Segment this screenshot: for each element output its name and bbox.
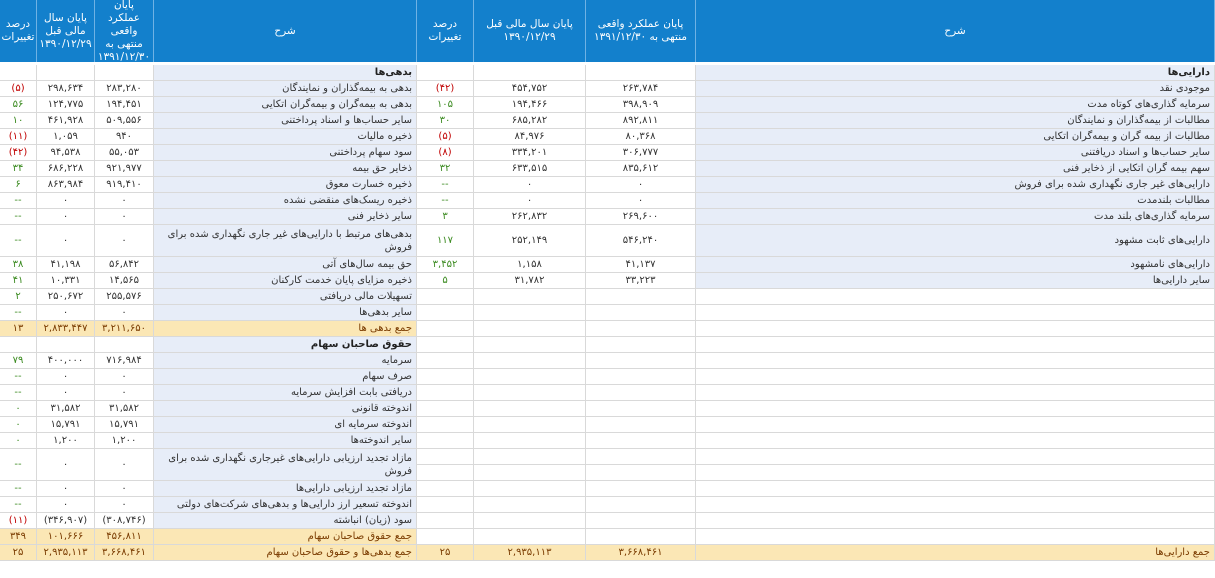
asset-row-change-pct: ۱۰۵	[417, 97, 474, 113]
empty-cell	[417, 513, 474, 529]
liab-row-current: ۹۱۹,۴۱۰	[95, 177, 154, 193]
asset-row-label: سرمایه گذاری‌های بلند مدت	[696, 209, 1215, 225]
liab-row-current: ۰	[95, 497, 154, 513]
asset-row-change-pct	[417, 65, 474, 81]
empty-cell	[417, 433, 474, 449]
asset-row-change-pct: ۱۱۷	[417, 225, 474, 257]
liab-row-previous: ۰	[37, 449, 95, 481]
right-pct-header: درصد تغییرات	[417, 0, 474, 62]
asset-row-label: سرمایه گذاری‌های کوتاه مدت	[696, 97, 1215, 113]
liab-row-previous: ۴۱,۱۹۸	[37, 257, 95, 273]
liab-row-label: حق بیمه سال‌های آتی	[154, 257, 417, 273]
empty-cell	[586, 481, 696, 497]
asset-row-label: سایر دارایی‌ها	[696, 273, 1215, 289]
liab-row-label: بدهی‌های مرتبط با دارایی‌های غیر جاری نگهداری شده برای فروش	[154, 225, 417, 257]
empty-cell	[696, 353, 1215, 369]
asset-row-current: ۴۱,۱۳۷	[586, 257, 696, 273]
asset-row-change-pct: (۴۲)	[417, 81, 474, 97]
empty-cell	[696, 481, 1215, 497]
empty-cell	[586, 369, 696, 385]
left-desc-header: شرح	[154, 0, 417, 62]
liab-row-current: ۰	[95, 209, 154, 225]
asset-row-label: مطالبات از بیمه گران و بیمه‌گران اتکایی	[696, 129, 1215, 145]
asset-row-current: ۲۶۳,۷۸۴	[586, 81, 696, 97]
empty-cell	[586, 289, 696, 305]
liab-row-current: ۵۰۹,۵۵۶	[95, 113, 154, 129]
asset-row-change-pct: (۵)	[417, 129, 474, 145]
asset-row-previous	[474, 65, 586, 81]
assets-total-row-current: ۳,۶۶۸,۴۶۱	[586, 545, 696, 561]
liab-row-previous: (۳۴۶,۹۰۷)	[37, 513, 95, 529]
empty-cell	[417, 449, 474, 465]
right-desc-header: شرح	[696, 0, 1215, 62]
empty-cell	[586, 305, 696, 321]
liab-row-label: مازاد تجدید ارزیابی دارایی‌های غیرجاری نگهداری شده برای فروش	[154, 449, 417, 481]
liab-row-change-pct: ۰	[0, 401, 37, 417]
asset-row-label: سهم بیمه گران اتکایی از ذخایر فنی	[696, 161, 1215, 177]
liab-row-label: ذخیره ریسک‌های منقضی نشده	[154, 193, 417, 209]
assets-total-row-label: جمع دارایی‌ها	[696, 545, 1215, 561]
liab-row-label: ذخیره مزایای پایان خدمت کارکنان	[154, 273, 417, 289]
liab-row-label: اندوخته سرمایه ای	[154, 417, 417, 433]
liab-row-current: ۰	[95, 369, 154, 385]
liab-row-change-pct: ۳۴۹	[0, 529, 37, 545]
asset-row-previous: ۱۹۴,۴۶۶	[474, 97, 586, 113]
empty-cell	[417, 385, 474, 401]
liab-row-previous: ۱۰,۳۳۱	[37, 273, 95, 289]
liab-row-previous	[37, 65, 95, 81]
empty-cell	[696, 369, 1215, 385]
asset-row-label: دارایی‌ها	[696, 65, 1215, 81]
assets-total-row-previous: ۲,۹۳۵,۱۱۳	[474, 545, 586, 561]
liab-row-change-pct: ۶	[0, 177, 37, 193]
liab-row-change-pct: --	[0, 209, 37, 225]
liab-row-previous: ۰	[37, 209, 95, 225]
asset-row-previous: ۲۵۲,۱۴۹	[474, 225, 586, 257]
liab-row-label: سود (زیان) انباشته	[154, 513, 417, 529]
empty-cell	[417, 369, 474, 385]
empty-cell	[417, 289, 474, 305]
asset-row-previous: ۰	[474, 177, 586, 193]
liab-row-current: ۱۴,۵۶۵	[95, 273, 154, 289]
assets-total-row-change-pct: ۲۵	[417, 545, 474, 561]
empty-cell	[417, 529, 474, 545]
liab-row-change-pct: (۱۱)	[0, 513, 37, 529]
liab-row-current: ۲۸۳,۲۸۰	[95, 81, 154, 97]
liab-row-current: ۰	[95, 225, 154, 257]
liab-row-change-pct: ۳۸	[0, 257, 37, 273]
liab-row-previous	[37, 337, 95, 353]
asset-row-label: موجودی نقد	[696, 81, 1215, 97]
asset-row-previous: ۶۸۵,۲۸۲	[474, 113, 586, 129]
grand-total-row-previous: ۲,۹۳۵,۱۱۳	[37, 545, 95, 561]
asset-row-previous: ۳۳۴,۲۰۱	[474, 145, 586, 161]
liab-row-change-pct: ۳۴	[0, 161, 37, 177]
asset-row-previous: ۰	[474, 193, 586, 209]
liab-row-previous: ۰	[37, 385, 95, 401]
liab-row-label: ذخایر حق بیمه	[154, 161, 417, 177]
liab-row-previous: ۸۶۳,۹۸۴	[37, 177, 95, 193]
asset-row-label: سایر حساب‌ها و اسناد دریافتنی	[696, 145, 1215, 161]
empty-cell	[696, 321, 1215, 337]
liab-row-previous: ۰	[37, 481, 95, 497]
liab-row-label: بدهی به بیمه‌گذاران و نمایندگان	[154, 81, 417, 97]
asset-row-current	[586, 65, 696, 81]
liab-row-previous: ۰	[37, 193, 95, 209]
empty-cell	[586, 385, 696, 401]
empty-cell	[417, 337, 474, 353]
liab-row-change-pct: --	[0, 305, 37, 321]
liab-row-current: ۹۴۰	[95, 129, 154, 145]
liab-row-change-pct: ۱۰	[0, 113, 37, 129]
liab-row-current: ۳,۲۱۱,۶۵۰	[95, 321, 154, 337]
empty-cell	[474, 321, 586, 337]
liab-row-current: ۰	[95, 385, 154, 401]
liab-row-current: ۲۵۵,۵۷۶	[95, 289, 154, 305]
empty-cell	[696, 289, 1215, 305]
empty-cell	[474, 433, 586, 449]
liab-row-change-pct: (۱۱)	[0, 129, 37, 145]
liab-row-label: اندوخته قانونی	[154, 401, 417, 417]
liab-row-label: اندوخته تسعیر ارز دارایی‌ها و بدهی‌های شرکت‌های دولتی	[154, 497, 417, 513]
liab-row-current: ۴۵۶,۸۱۱	[95, 529, 154, 545]
liab-row-change-pct: (۴۲)	[0, 145, 37, 161]
asset-row-change-pct: (۸)	[417, 145, 474, 161]
asset-row-change-pct: --	[417, 177, 474, 193]
empty-cell	[586, 337, 696, 353]
liab-row-label: بدهی‌ها	[154, 65, 417, 81]
asset-row-label: دارایی‌های ثابت مشهود	[696, 225, 1215, 257]
asset-row-current: ۳۳,۲۲۳	[586, 273, 696, 289]
empty-cell	[586, 433, 696, 449]
liab-row-change-pct: ۰	[0, 433, 37, 449]
empty-cell	[696, 449, 1215, 465]
liab-row-label: تسهیلات مالی دریافتی	[154, 289, 417, 305]
liab-row-previous: ۰	[37, 225, 95, 257]
liab-row-change-pct: --	[0, 497, 37, 513]
liab-row-change-pct: ۷۹	[0, 353, 37, 369]
asset-row-label: مطالبات بلندمدت	[696, 193, 1215, 209]
liab-row-current: ۰	[95, 193, 154, 209]
asset-row-current: ۸۳۵,۶۱۲	[586, 161, 696, 177]
grand-total-row-change-pct: ۲۵	[0, 545, 37, 561]
empty-cell	[474, 289, 586, 305]
liab-row-previous: ۲۵۰,۶۷۲	[37, 289, 95, 305]
empty-cell	[696, 401, 1215, 417]
empty-cell	[696, 417, 1215, 433]
liab-row-change-pct	[0, 65, 37, 81]
asset-row-change-pct: ۳۰	[417, 113, 474, 129]
liab-row-previous: ۱۲۴,۷۷۵	[37, 97, 95, 113]
empty-cell	[696, 529, 1215, 545]
empty-cell	[586, 513, 696, 529]
empty-cell	[474, 449, 586, 465]
liab-row-change-pct: --	[0, 449, 37, 481]
empty-cell	[586, 497, 696, 513]
liab-row-label: جمع حقوق صاحبان سهام	[154, 529, 417, 545]
empty-cell	[474, 417, 586, 433]
liab-row-current: (۳۰۸,۷۴۶)	[95, 513, 154, 529]
asset-row-current: ۳۰۶,۷۷۷	[586, 145, 696, 161]
liab-row-current: ۱۹۴,۴۵۱	[95, 97, 154, 113]
asset-row-previous: ۴۵۴,۷۵۲	[474, 81, 586, 97]
liab-row-change-pct: --	[0, 225, 37, 257]
liab-row-label: ذخیره مالیات	[154, 129, 417, 145]
liab-row-previous: ۰	[37, 497, 95, 513]
asset-row-label: مطالبات از بیمه‌گذاران و نمایندگان	[696, 113, 1215, 129]
empty-cell	[474, 513, 586, 529]
asset-row-change-pct: ۳	[417, 209, 474, 225]
liab-row-current	[95, 65, 154, 81]
liab-row-change-pct: ۰	[0, 417, 37, 433]
empty-cell	[474, 353, 586, 369]
empty-cell	[417, 305, 474, 321]
liab-row-label: سایر حساب‌ها و اسناد پرداختنی	[154, 113, 417, 129]
empty-cell	[586, 417, 696, 433]
liab-row-label: سود سهام پرداختنی	[154, 145, 417, 161]
liab-row-current: ۵۵,۰۵۳	[95, 145, 154, 161]
asset-row-previous: ۱,۱۵۸	[474, 257, 586, 273]
liab-row-current: ۰	[95, 481, 154, 497]
liab-row-label: سرمایه	[154, 353, 417, 369]
liab-row-previous: ۱,۲۰۰	[37, 433, 95, 449]
liab-row-change-pct: ۲	[0, 289, 37, 305]
empty-cell	[474, 337, 586, 353]
liab-row-label: حقوق صاحبان سهام	[154, 337, 417, 353]
left-cur-header: پایان عملکرد واقعی منتهی به ۱۳۹۱/۱۲/۳۰	[95, 0, 154, 62]
liab-row-label: سایر بدهی‌ها	[154, 305, 417, 321]
liab-row-change-pct: ۴۱	[0, 273, 37, 289]
liab-row-current: ۷۱۶,۹۸۴	[95, 353, 154, 369]
liab-row-current: ۵۶,۸۴۲	[95, 257, 154, 273]
empty-cell	[474, 401, 586, 417]
empty-cell	[417, 481, 474, 497]
liab-row-current: ۳۱,۵۸۲	[95, 401, 154, 417]
empty-cell	[696, 385, 1215, 401]
liab-row-change-pct: --	[0, 385, 37, 401]
empty-cell	[586, 321, 696, 337]
empty-cell	[417, 321, 474, 337]
empty-cell	[696, 337, 1215, 353]
liab-row-previous: ۹۴,۵۳۸	[37, 145, 95, 161]
liab-row-previous: ۱,۰۵۹	[37, 129, 95, 145]
liab-row-current: ۱,۲۰۰	[95, 433, 154, 449]
empty-cell	[696, 305, 1215, 321]
empty-cell	[474, 529, 586, 545]
empty-cell	[586, 529, 696, 545]
liab-row-current	[95, 337, 154, 353]
grand-total-row-current: ۳,۶۶۸,۴۶۱	[95, 545, 154, 561]
liab-row-change-pct: ۵۶	[0, 97, 37, 113]
asset-row-change-pct: ۳,۴۵۲	[417, 257, 474, 273]
empty-cell	[696, 497, 1215, 513]
asset-row-current: ۰	[586, 177, 696, 193]
asset-row-previous: ۸۴,۹۷۶	[474, 129, 586, 145]
asset-row-previous: ۲۶۲,۸۳۲	[474, 209, 586, 225]
empty-cell	[474, 385, 586, 401]
asset-row-label: دارایی‌های نامشهود	[696, 257, 1215, 273]
empty-cell	[417, 497, 474, 513]
liab-row-label: سایر اندوخته‌ها	[154, 433, 417, 449]
liab-row-label: بدهی به بیمه‌گران و بیمه‌گران اتکایی	[154, 97, 417, 113]
liab-row-change-pct: ۱۳	[0, 321, 37, 337]
liab-row-label: جمع بدهی ها	[154, 321, 417, 337]
liab-row-change-pct: --	[0, 193, 37, 209]
liab-row-label: دریافتی بابت افزایش سرمایه	[154, 385, 417, 401]
liab-row-current: ۹۲۱,۹۷۷	[95, 161, 154, 177]
liab-row-current: ۱۵,۷۹۱	[95, 417, 154, 433]
empty-cell	[586, 401, 696, 417]
empty-cell	[586, 449, 696, 465]
liab-row-current: ۰	[95, 305, 154, 321]
empty-cell	[696, 513, 1215, 529]
left-prev-header: پایان سال مالی قبل ۱۳۹۰/۱۲/۲۹	[37, 0, 95, 62]
liab-row-previous: ۲,۸۳۳,۴۴۷	[37, 321, 95, 337]
left-pct-header: درصد تغییرات	[0, 0, 37, 62]
asset-row-current: ۸۹۲,۸۱۱	[586, 113, 696, 129]
liab-row-previous: ۱۵,۷۹۱	[37, 417, 95, 433]
empty-cell	[586, 353, 696, 369]
empty-cell	[474, 369, 586, 385]
asset-row-current: ۲۶۹,۶۰۰	[586, 209, 696, 225]
liab-row-previous: ۲۹۸,۶۳۴	[37, 81, 95, 97]
asset-row-current: ۳۹۸,۹۰۹	[586, 97, 696, 113]
liab-row-label: مازاد تجدید ارزیابی دارایی‌ها	[154, 481, 417, 497]
liab-row-previous: ۴۰۰,۰۰۰	[37, 353, 95, 369]
grand-total-row-label: جمع بدهی‌ها و حقوق صاحبان سهام	[154, 545, 417, 561]
liab-row-previous: ۰	[37, 369, 95, 385]
asset-row-previous: ۳۱,۷۸۲	[474, 273, 586, 289]
empty-cell	[474, 481, 586, 497]
asset-row-current: ۵۴۶,۲۴۰	[586, 225, 696, 257]
liab-row-previous: ۳۱,۵۸۲	[37, 401, 95, 417]
liab-row-previous: ۴۶۱,۹۲۸	[37, 113, 95, 129]
liab-row-change-pct	[0, 337, 37, 353]
liab-row-previous: ۱۰۱,۶۶۶	[37, 529, 95, 545]
asset-row-change-pct: ۵	[417, 273, 474, 289]
asset-row-change-pct: --	[417, 193, 474, 209]
liab-row-current: ۰	[95, 449, 154, 481]
asset-row-change-pct: ۳۲	[417, 161, 474, 177]
empty-cell	[474, 305, 586, 321]
empty-cell	[474, 465, 586, 481]
right-prev-header: پایان سال مالی قبل ۱۳۹۰/۱۲/۲۹	[474, 0, 586, 62]
liab-row-previous: ۰	[37, 305, 95, 321]
empty-cell	[586, 465, 696, 481]
asset-row-current: ۸۰,۳۶۸	[586, 129, 696, 145]
liab-row-previous: ۶۸۶,۲۲۸	[37, 161, 95, 177]
empty-cell	[417, 465, 474, 481]
liab-row-label: سایر ذخایر فنی	[154, 209, 417, 225]
right-cur-header: پایان عملکرد واقعی منتهی به ۱۳۹۱/۱۲/۳۰	[586, 0, 696, 62]
empty-cell	[417, 401, 474, 417]
liab-row-change-pct: --	[0, 481, 37, 497]
liab-row-change-pct: --	[0, 369, 37, 385]
liab-row-change-pct: (۵)	[0, 81, 37, 97]
asset-row-label: دارایی‌های غیر جاری نگهداری شده برای فروش	[696, 177, 1215, 193]
empty-cell	[696, 433, 1215, 449]
empty-cell	[417, 417, 474, 433]
empty-cell	[474, 497, 586, 513]
empty-cell	[696, 465, 1215, 481]
asset-row-previous: ۶۳۳,۵۱۵	[474, 161, 586, 177]
liab-row-label: صرف سهام	[154, 369, 417, 385]
liab-row-label: ذخیره خسارت معوق	[154, 177, 417, 193]
empty-cell	[417, 353, 474, 369]
asset-row-current: ۰	[586, 193, 696, 209]
